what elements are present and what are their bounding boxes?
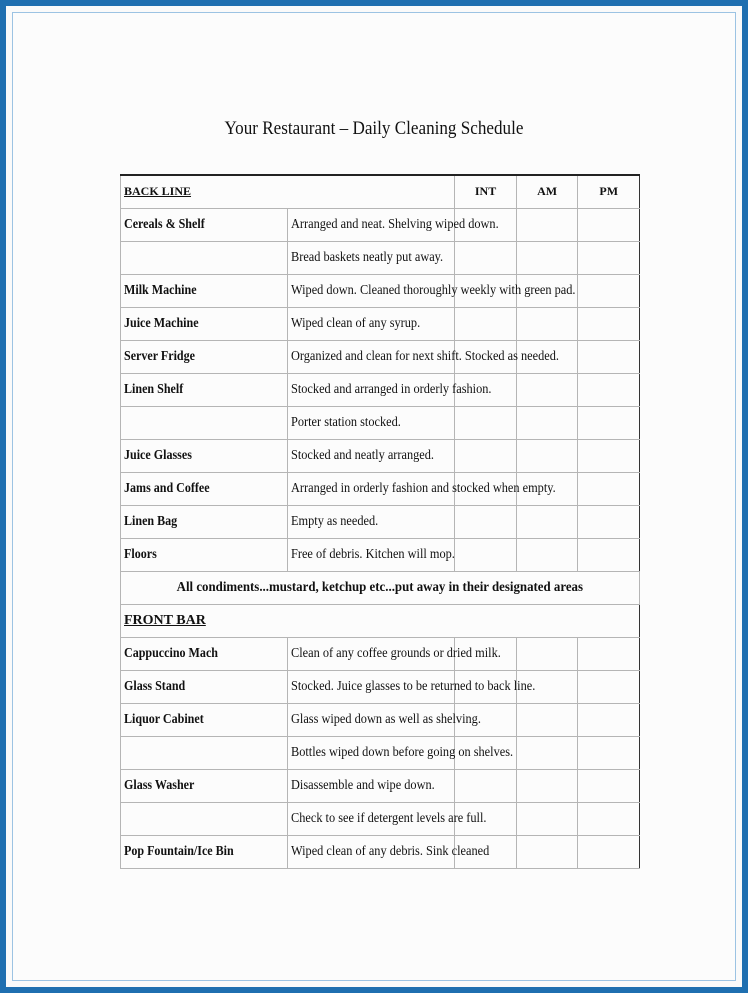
- check-cell-am[interactable]: [516, 736, 578, 769]
- check-cell-am[interactable]: [516, 802, 578, 835]
- row-item-label: Cappuccino Mach: [124, 645, 218, 661]
- check-cell-am[interactable]: [516, 703, 578, 736]
- row-task-text: Wiped clean of any debris. Sink cleaned: [291, 843, 490, 859]
- col-int-header: INT: [455, 175, 517, 208]
- row-task-text: Wiped down. Cleaned thoroughly weekly with green pad.: [291, 282, 576, 298]
- row-item-label: Server Fridge: [124, 348, 195, 364]
- row-item-label: Glass Stand: [124, 678, 186, 694]
- row-item: [121, 373, 288, 406]
- row-task-text: Arranged in orderly fashion and stocked when empty.: [291, 480, 556, 496]
- row-item: [121, 736, 288, 769]
- table-row: [121, 241, 640, 274]
- check-cell-pm[interactable]: [578, 373, 640, 406]
- row-item: [121, 472, 288, 505]
- row-item-label: Juice Glasses: [124, 447, 192, 463]
- row-item-label: Floors: [124, 546, 157, 562]
- row-task-text: Glass wiped down as well as shelving.: [291, 711, 482, 727]
- row-task-text: Empty as needed.: [291, 513, 379, 529]
- check-cell-int[interactable]: [455, 439, 517, 472]
- row-task-text: Bread baskets neatly put away.: [291, 249, 444, 265]
- table-row: [121, 406, 640, 439]
- table-row: [121, 802, 640, 835]
- row-task-text: Bottles wiped down before going on shelves.: [291, 744, 514, 760]
- row-item-label: Milk Machine: [124, 282, 197, 298]
- check-cell-am[interactable]: [516, 538, 578, 571]
- row-item: [121, 835, 288, 868]
- row-task-text: Stocked. Juice glasses to be returned to back line.: [291, 678, 536, 694]
- check-cell-pm[interactable]: [578, 505, 640, 538]
- check-cell-pm[interactable]: [578, 670, 640, 703]
- row-item-label: Linen Shelf: [124, 381, 184, 397]
- check-cell-pm[interactable]: [578, 307, 640, 340]
- row-item-label: Linen Bag: [124, 513, 178, 529]
- table-row: [121, 736, 640, 769]
- check-cell-am[interactable]: [516, 637, 578, 670]
- check-cell-pm[interactable]: [578, 703, 640, 736]
- check-cell-pm[interactable]: [578, 736, 640, 769]
- row-item: [121, 208, 288, 241]
- row-item: [121, 406, 288, 439]
- table-row: [121, 274, 640, 307]
- row-task-text: Clean of any coffee grounds or dried milk.: [291, 645, 501, 661]
- row-task-text: Stocked and neatly arranged.: [291, 447, 435, 463]
- section-front-bar: [121, 604, 640, 637]
- col-pm-header: PM: [578, 175, 640, 208]
- row-task: [288, 274, 576, 307]
- check-cell-pm[interactable]: [578, 208, 640, 241]
- table-row: [121, 637, 640, 670]
- row-task: [288, 340, 560, 373]
- row-task: [288, 769, 455, 802]
- check-cell-am[interactable]: [516, 373, 578, 406]
- check-cell-pm[interactable]: [578, 637, 640, 670]
- check-cell-am[interactable]: [516, 439, 578, 472]
- document-title: Your Restaurant – Daily Cleaning Schedule: [224, 118, 524, 139]
- table-row: [121, 307, 640, 340]
- row-task: [288, 439, 455, 472]
- table-row: [121, 208, 640, 241]
- row-item: [121, 241, 288, 274]
- row-item: [121, 670, 288, 703]
- check-cell-int[interactable]: [455, 241, 517, 274]
- table-row: [121, 538, 640, 571]
- row-task: [288, 802, 487, 835]
- table-row: [121, 703, 640, 736]
- row-item: [121, 505, 288, 538]
- row-task-text: Organized and clean for next shift. Stocked as needed.: [291, 348, 560, 364]
- check-cell-pm[interactable]: [578, 241, 640, 274]
- section-row-front-bar: [121, 604, 640, 637]
- check-cell-am[interactable]: [516, 208, 578, 241]
- table-row: [121, 439, 640, 472]
- check-cell-am[interactable]: [516, 241, 578, 274]
- row-task: [288, 241, 455, 274]
- table-row: [121, 505, 640, 538]
- row-item: [121, 340, 288, 373]
- table-row: [121, 670, 640, 703]
- table-row: [121, 472, 640, 505]
- check-cell-pm[interactable]: [578, 340, 640, 373]
- row-item-label: Liquor Cabinet: [124, 711, 204, 727]
- row-item: [121, 802, 288, 835]
- condiments-note-row: [121, 571, 640, 604]
- check-cell-int[interactable]: [455, 505, 517, 538]
- table-row: [121, 340, 640, 373]
- table-row: [121, 373, 640, 406]
- row-item-label: Cereals & Shelf: [124, 216, 205, 232]
- row-task: [288, 736, 514, 769]
- table-row: [121, 835, 640, 868]
- check-cell-pm[interactable]: [578, 802, 640, 835]
- row-task: [288, 373, 492, 406]
- section-back-line: [121, 175, 455, 208]
- check-cell-pm[interactable]: [578, 439, 640, 472]
- row-item: [121, 274, 288, 307]
- check-cell-am[interactable]: [516, 406, 578, 439]
- check-cell-pm[interactable]: [578, 406, 640, 439]
- row-task-text: Stocked and arranged in orderly fashion.: [291, 381, 492, 397]
- row-item-label: Juice Machine: [124, 315, 199, 331]
- check-cell-pm[interactable]: [578, 472, 640, 505]
- condiments-note: [121, 571, 640, 604]
- section-front-bar-label: FRONT BAR: [124, 612, 206, 628]
- col-am-header: AM: [516, 175, 578, 208]
- row-task: [288, 670, 536, 703]
- row-task: [288, 208, 499, 241]
- row-task: [288, 538, 455, 571]
- check-cell-pm[interactable]: [578, 274, 640, 307]
- row-item-label: Jams and Coffee: [124, 480, 210, 496]
- check-cell-am[interactable]: [516, 769, 578, 802]
- row-item-label: Glass Washer: [124, 777, 195, 793]
- schedule-body: [121, 175, 640, 868]
- row-item: [121, 439, 288, 472]
- row-task: [288, 472, 556, 505]
- row-task: [288, 406, 455, 439]
- row-task: [288, 835, 490, 868]
- check-cell-pm[interactable]: [578, 835, 640, 868]
- row-task: [288, 505, 455, 538]
- check-cell-am[interactable]: [516, 835, 578, 868]
- row-task-text: Wiped clean of any syrup.: [291, 315, 421, 331]
- condiments-note-text: All condiments...mustard, ketchup etc...put away in their designated areas: [176, 579, 584, 595]
- check-cell-int[interactable]: [455, 307, 517, 340]
- header-row: [121, 175, 640, 208]
- row-item: [121, 538, 288, 571]
- row-task-text: Disassemble and wipe down.: [291, 777, 435, 793]
- row-item: [121, 307, 288, 340]
- check-cell-pm[interactable]: [578, 538, 640, 571]
- cleaning-schedule-table: [120, 174, 640, 869]
- check-cell-am[interactable]: [516, 307, 578, 340]
- row-task-text: Check to see if detergent levels are full.: [291, 810, 487, 826]
- row-item: [121, 637, 288, 670]
- row-item-label: Pop Fountain/Ice Bin: [124, 843, 234, 859]
- row-task: [288, 307, 455, 340]
- check-cell-int[interactable]: [455, 406, 517, 439]
- row-task-text: Porter station stocked.: [291, 414, 401, 430]
- row-task-text: Arranged and neat. Shelving wiped down.: [291, 216, 499, 232]
- check-cell-int[interactable]: [455, 538, 517, 571]
- section-back-line-label: BACK LINE: [124, 183, 192, 198]
- check-cell-int[interactable]: [455, 769, 517, 802]
- table-row: [121, 769, 640, 802]
- row-task: [288, 703, 482, 736]
- check-cell-am[interactable]: [516, 505, 578, 538]
- check-cell-pm[interactable]: [578, 769, 640, 802]
- row-item: [121, 769, 288, 802]
- row-task-text: Free of debris. Kitchen will mop.: [291, 546, 456, 562]
- row-item: [121, 703, 288, 736]
- row-task: [288, 637, 501, 670]
